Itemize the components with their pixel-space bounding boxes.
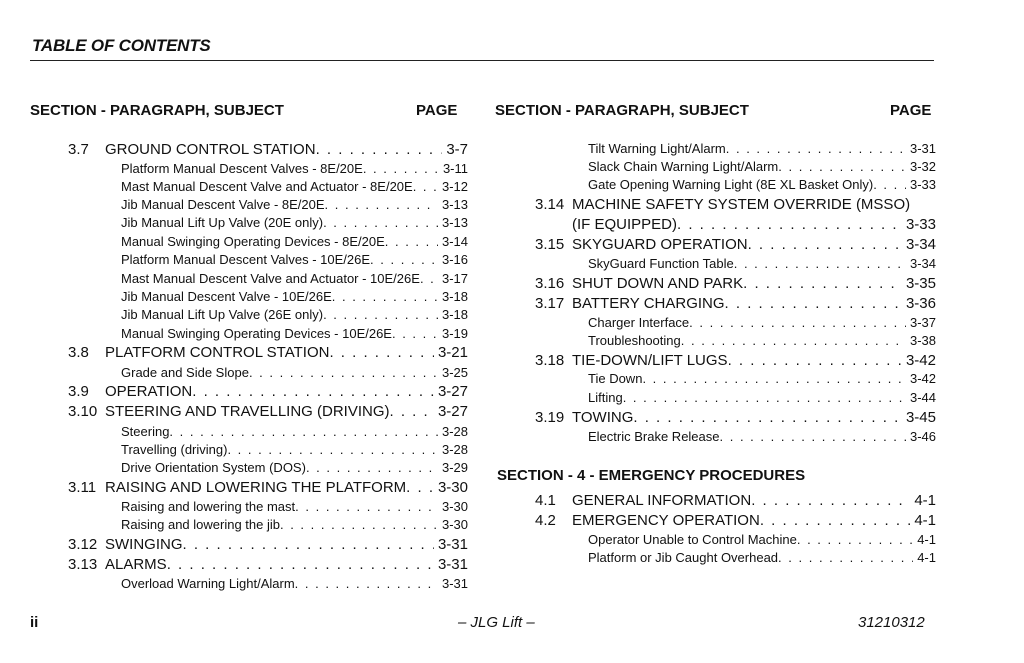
toc-page: 3-31 <box>437 536 468 553</box>
toc-entry <box>68 141 468 158</box>
toc-text: Drive Orientation System (DOS) <box>121 460 306 475</box>
section-label: SECTION - PARAGRAPH, SUBJECT <box>30 102 284 119</box>
toc-page: 3-28 <box>441 424 468 439</box>
footer-doc-number: 31210312 <box>858 614 925 631</box>
toc-text: Tie Down <box>588 371 643 386</box>
toc-entry <box>121 252 468 267</box>
toc-page: 3-33 <box>909 177 936 192</box>
toc-entry <box>535 236 936 253</box>
toc-leader-dots <box>385 234 438 249</box>
toc-page: 3-28 <box>441 442 468 457</box>
toc-page: 3-17 <box>441 271 468 286</box>
toc-page: 3-14 <box>441 234 468 249</box>
toc-text: Slack Chain Warning Light/Alarm <box>588 159 779 174</box>
toc-entry <box>121 161 468 176</box>
toc-page: 3-13 <box>441 215 468 230</box>
toc-number: 3.10 <box>68 403 98 420</box>
page-label: PAGE <box>416 102 458 119</box>
toc-entry <box>535 352 936 369</box>
toc-text: Grade and Side Slope <box>121 365 249 380</box>
toc-leader-dots <box>413 179 438 194</box>
toc-text: Tilt Warning Light/Alarm <box>588 141 726 156</box>
toc-entry <box>121 179 468 194</box>
toc-entry <box>121 499 468 514</box>
toc-page: 3-37 <box>909 315 936 330</box>
toc-leader-dots <box>406 479 434 496</box>
toc-text: GENERAL INFORMATION <box>572 492 752 509</box>
toc-leader-dots <box>778 550 913 565</box>
toc-entry <box>535 275 936 292</box>
toc-number: 3.12 <box>68 536 98 553</box>
toc-page: 3-31 <box>909 141 936 156</box>
toc-leader-dots <box>227 442 438 457</box>
toc-text: Raising and lowering the jib <box>121 517 280 532</box>
toc-leader-dots <box>633 409 902 426</box>
toc-page: 3-35 <box>905 275 936 292</box>
toc-number: 4.2 <box>535 512 556 529</box>
toc-text: Jib Manual Lift Up Valve (20E only) <box>121 215 324 230</box>
toc-entry <box>121 271 468 286</box>
toc-text: Gate Opening Warning Light (8E XL Basket Only) <box>588 177 874 192</box>
toc-text: Jib Manual Descent Valve - 8E/20E <box>121 197 325 212</box>
toc-entry <box>588 333 936 348</box>
toc-text: Electric Brake Release <box>588 429 720 444</box>
toc-page: 3-19 <box>441 326 468 341</box>
toc-entry <box>68 556 468 573</box>
toc-leader-dots <box>797 532 913 547</box>
toc-leader-dots <box>720 429 906 444</box>
toc-text: Manual Swinging Operating Devices - 10E/26E <box>121 326 392 341</box>
toc-page: 3-7 <box>446 141 468 158</box>
toc-entry <box>121 215 468 230</box>
toc-entry <box>121 424 468 439</box>
toc-number: 3.17 <box>535 295 565 312</box>
toc-text: MACHINE SAFETY SYSTEM OVERRIDE (MSSO) <box>572 196 911 213</box>
toc-text: TIE-DOWN/LIFT LUGS <box>572 352 728 369</box>
toc-leader-dots <box>734 256 906 271</box>
toc-leader-dots <box>295 576 438 591</box>
toc-text: EMERGENCY OPERATION <box>572 512 760 529</box>
toc-leader-dots <box>420 271 438 286</box>
toc-text: BATTERY CHARGING <box>572 295 725 312</box>
toc-leader-dots <box>751 492 910 509</box>
toc-text: STEERING AND TRAVELLING (DRIVING) <box>105 403 390 420</box>
toc-entry <box>68 536 468 553</box>
toc-entry <box>535 196 936 213</box>
toc-leader-dots <box>316 141 443 158</box>
toc-text: Platform or Jib Caught Overhead <box>588 550 779 565</box>
toc-entry <box>588 141 936 156</box>
toc-leader-dots <box>332 289 438 304</box>
toc-page: 3-45 <box>905 409 936 426</box>
toc-entry <box>121 326 468 341</box>
toc-entry <box>535 512 936 529</box>
toc-entry <box>121 576 468 591</box>
toc-page: 4-1 <box>914 492 936 509</box>
toc-leader-dots <box>390 403 434 420</box>
toc-text: Jib Manual Lift Up Valve (26E only) <box>121 307 324 322</box>
toc-entry <box>121 307 468 322</box>
toc-number: 3.18 <box>535 352 565 369</box>
section-label: SECTION - PARAGRAPH, SUBJECT <box>495 102 749 119</box>
toc-text: PLATFORM CONTROL STATION <box>105 344 330 361</box>
toc-leader-dots <box>689 315 906 330</box>
toc-page: 3-25 <box>441 365 468 380</box>
toc-leader-dots <box>363 161 439 176</box>
toc-leader-dots <box>743 275 902 292</box>
toc-page: 3-16 <box>441 252 468 267</box>
toc-leader-dots <box>748 236 902 253</box>
toc-page: 3-13 <box>441 197 468 212</box>
toc-text: Operator Unable to Control Machine <box>588 532 797 547</box>
toc-number: 3.8 <box>68 344 89 361</box>
toc-number: 3.16 <box>535 275 565 292</box>
toc-leader-dots <box>760 512 911 529</box>
toc-page: 3-30 <box>441 517 468 532</box>
toc-page: 4-1 <box>914 512 936 529</box>
toc-entry <box>588 159 936 174</box>
toc-entry <box>68 479 468 496</box>
toc-entry <box>588 429 936 444</box>
toc-page: 3-30 <box>441 499 468 514</box>
toc-page: 3-36 <box>905 295 936 312</box>
toc-entry <box>588 532 936 547</box>
toc-page: 4-1 <box>917 532 936 547</box>
toc-leader-dots <box>306 460 438 475</box>
toc-leader-dots <box>323 215 438 230</box>
left-column-header <box>30 102 458 119</box>
toc-entry <box>121 289 468 304</box>
toc-leader-dots <box>728 352 902 369</box>
toc-page: 3-30 <box>437 479 468 496</box>
toc-number: 3.14 <box>535 196 565 213</box>
toc-text: Manual Swinging Operating Devices - 8E/20E <box>121 234 385 249</box>
toc-leader-dots <box>873 177 906 192</box>
toc-leader-dots <box>778 159 906 174</box>
toc-entry <box>588 390 936 405</box>
footer-brand: – JLG Lift – <box>458 614 535 631</box>
toc-text: RAISING AND LOWERING THE PLATFORM <box>105 479 407 496</box>
toc-page: 3-32 <box>909 159 936 174</box>
toc-number: 3.19 <box>535 409 565 426</box>
toc-page: 3-27 <box>437 383 468 400</box>
toc-page: 3-11 <box>442 161 468 176</box>
toc-leader-dots <box>167 556 434 573</box>
toc-number: 3.7 <box>68 141 89 158</box>
toc-text: Platform Manual Descent Valves - 10E/26E <box>121 252 371 267</box>
toc-text: SHUT DOWN AND PARK <box>572 275 744 292</box>
section-4-heading: SECTION - 4 - EMERGENCY PROCEDURES <box>497 467 806 484</box>
toc-entry <box>121 517 468 532</box>
toc-page: 3-42 <box>905 352 936 369</box>
toc-page: 3-38 <box>909 333 936 348</box>
right-column-header <box>495 102 932 119</box>
toc-number: 3.9 <box>68 383 89 400</box>
toc-leader-dots <box>681 333 906 348</box>
toc-entry <box>121 460 468 475</box>
toc-text: Travelling (driving) <box>121 442 228 457</box>
toc-entry <box>588 315 936 330</box>
toc-entry <box>588 177 936 192</box>
toc-text: SWINGING <box>105 536 183 553</box>
toc-text: SkyGuard Function Table <box>588 256 734 271</box>
toc-text: Steering <box>121 424 170 439</box>
toc-leader-dots <box>249 365 438 380</box>
toc-entry <box>588 371 936 386</box>
toc-leader-dots <box>725 295 902 312</box>
toc-leader-dots <box>295 499 438 514</box>
page-label: PAGE <box>890 102 932 119</box>
title-rule <box>30 60 934 61</box>
toc-entry <box>588 256 936 271</box>
toc-text: Mast Manual Descent Valve and Actuator - 8E/20E <box>121 179 413 194</box>
toc-text: Platform Manual Descent Valves - 8E/20E <box>121 161 363 176</box>
toc-page: 3-34 <box>905 236 936 253</box>
toc-entry <box>572 216 936 233</box>
toc-page: 3-18 <box>441 289 468 304</box>
page-title: TABLE OF CONTENTS <box>32 36 211 55</box>
toc-text: TOWING <box>572 409 634 426</box>
toc-leader-dots <box>623 390 906 405</box>
toc-entry <box>121 442 468 457</box>
toc-entry <box>535 492 936 509</box>
toc-text: Charger Interface <box>588 315 690 330</box>
toc-page: 3-31 <box>437 556 468 573</box>
footer-page-number: ii <box>30 614 39 631</box>
toc-entry <box>535 409 936 426</box>
toc-leader-dots <box>677 216 902 233</box>
toc-entry <box>121 197 468 212</box>
toc-number: 3.11 <box>68 479 97 496</box>
toc-text: GROUND CONTROL STATION <box>105 141 316 158</box>
toc-leader-dots <box>370 252 438 267</box>
toc-page: 3-42 <box>909 371 936 386</box>
toc-text: SKYGUARD OPERATION <box>572 236 748 253</box>
toc-page: 3-34 <box>909 256 936 271</box>
toc-leader-dots <box>323 307 438 322</box>
toc-entry <box>121 365 468 380</box>
toc-text: (IF EQUIPPED) <box>572 216 678 233</box>
toc-page: 3-33 <box>905 216 936 233</box>
toc-text: Jib Manual Descent Valve - 10E/26E <box>121 289 332 304</box>
toc-page: 3-18 <box>441 307 468 322</box>
toc-text: OPERATION <box>105 383 193 400</box>
toc-text: Mast Manual Descent Valve and Actuator - 10E/26E <box>121 271 420 286</box>
toc-leader-dots <box>169 424 438 439</box>
toc-leader-dots <box>726 141 906 156</box>
toc-entry <box>68 344 468 361</box>
toc-page: 3-27 <box>437 403 468 420</box>
toc-page: 3-44 <box>909 390 936 405</box>
toc-page: 3-46 <box>909 429 936 444</box>
toc-entry <box>535 295 936 312</box>
toc-entry <box>121 234 468 249</box>
toc-page: 3-29 <box>441 460 468 475</box>
toc-text: Overload Warning Light/Alarm <box>121 576 295 591</box>
toc-number: 3.15 <box>535 236 565 253</box>
toc-text: Raising and lowering the mast <box>121 499 296 514</box>
toc-leader-dots <box>192 383 434 400</box>
toc-entry <box>588 550 936 565</box>
toc-leader-dots <box>392 326 438 341</box>
toc-page: 3-21 <box>437 344 468 361</box>
toc-leader-dots <box>183 536 434 553</box>
toc-page: 3-12 <box>441 179 468 194</box>
toc-number: 3.13 <box>68 556 98 573</box>
toc-page: 4-1 <box>917 550 936 565</box>
toc-text: Lifting <box>588 390 623 405</box>
toc-entry <box>68 383 468 400</box>
toc-text: Troubleshooting <box>588 333 681 348</box>
toc-text: ALARMS <box>105 556 167 573</box>
toc-leader-dots <box>325 197 438 212</box>
toc-leader-dots <box>329 344 434 361</box>
toc-leader-dots <box>280 517 438 532</box>
toc-number: 4.1 <box>535 492 556 509</box>
toc-leader-dots <box>642 371 906 386</box>
toc-page: 3-31 <box>441 576 468 591</box>
toc-entry <box>68 403 468 420</box>
